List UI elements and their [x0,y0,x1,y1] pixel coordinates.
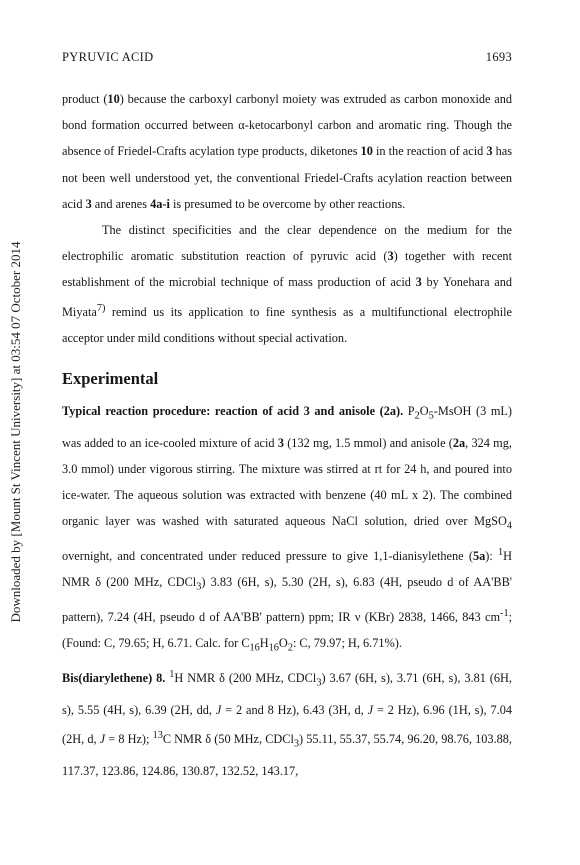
text-run: ; (Found: C, 79.65; H, 6.71. Calc. for C [62,610,512,651]
bold-text: 2a [452,435,466,450]
superscript: -1 [500,608,509,619]
download-watermark [8,132,24,732]
subscript: 4 [506,520,512,532]
text-run: H [259,636,269,651]
text-run: P [403,404,415,419]
superscript: 13 [152,729,163,741]
text-run: is presumed to be overcome by other reactions. [169,196,406,211]
text-run: ): [485,549,498,564]
superscript: 1 [169,668,175,680]
subscript: 5 [428,410,434,422]
italic-text: J [367,702,374,717]
subscript: 2 [287,642,293,654]
section-heading-experimental: Experimental [62,369,159,389]
text-run: C NMR δ (50 MHz, CDCl [162,732,294,746]
text-run: , 324 mg, 3.0 mmol) under vigorous stirring. The mixture was stirred at rt for 24 h, and poured into ice-water. The aqueous solution was extracted with benzene (40 mL x 2). The combined organic layer was washed with saturated aqueous NaCl solution, dried over MgSO [62,435,512,529]
subscript: 3 [293,738,300,750]
bold-text: 3 [85,196,92,211]
text-run: and arenes [91,196,151,211]
text-run: (132 mg, 1.5 mmol) and anisole ( [283,435,453,450]
bold-text: 3 [277,435,284,450]
body-text [62,86,512,784]
subscript: 16 [268,642,279,654]
paragraph-specificities [62,217,512,351]
paragraph-typical-procedure [62,398,512,662]
bold-text: 3 [415,275,422,290]
text-run: = 8 Hz); [105,732,153,746]
text-run: ) because the carboxyl carbonyl moiety was extruded as carbon monoxide and bond formation occurred between α-ketocarbonyl carbon and aromatic ring. Though the absence of Friedel-Crafts acylation type products, diketones [62,92,513,159]
bold-text: Typical reaction procedure: reaction of acid 3 and anisole (2a). [62,404,404,419]
bold-text: 3 [486,144,493,159]
paragraph-bis-diarylethene [62,662,512,784]
text-run: O [419,404,429,419]
running-head-title: PYRUVIC ACID [62,50,154,64]
text-run: H NMR δ (200 MHz, CDCl [62,549,512,590]
subscript: 3 [316,677,322,689]
text-run: remind us its application to fine synthesis as a multifunctional electrophile acceptor under mild conditions without special activation. [62,304,512,345]
superscript: 7) [96,302,106,314]
text-run: ) 3.67 (6H, s), 3.71 (6H, s), 3.81 (6H, s), 5.55 (4H, s), 6.39 (2H, dd, [62,671,513,717]
text-run: : C, 79.97; H, 6.71%). [292,636,402,651]
subscript: 3 [196,581,202,593]
text-run: = 2 and 8 Hz), 6.43 (3H, d, [221,702,368,717]
text-run: The distinct specificities and the clear dependence on the medium for the electrophilic aromatic substitution reaction of pyruvic acid ( [62,223,512,264]
bold-text: Bis(diarylethene) 8. [62,671,166,686]
text-run: ) 55.11, 55.37, 55.74, 96.20, 98.76, 103.88, 117.37, 123.86, 124.86, 130.87, 132.52, 143.17, [62,732,513,778]
superscript: 1 [497,547,504,559]
text-run: H NMR δ (200 MHz, CDCl [174,671,317,686]
text-run: overnight, and concentrated under reduced pressure to give 1,1-dianisylethene ( [62,549,473,564]
bold-text: 3 [387,249,394,264]
text-run: ) 3.83 (6H, s), 5.30 (2H, s), 6.83 (4H, pseudo d of AA'BB' pattern), 7.24 (4H, pseudo d of AA'BB' pattern) ppm; IR ν (KBr) 2838, 1466, 843 cm [62,575,512,625]
text-run: -MsOH (3 mL) was added to an ice-cooled mixture of acid [62,404,512,450]
watermark-text: Downloaded by [Mount St Vincent University] at 03:54 07 October 2014 [8,241,23,623]
italic-text: J [99,732,106,746]
bold-text: 10 [360,144,373,159]
text-run: ) together with recent establishment of the microbial technique of mass production of acid [62,249,512,290]
text-run: = 2 Hz), 6.96 (1H, s), 7.04 (2H, d, [62,702,512,746]
italic-text: J [215,702,222,717]
text-run: has not been well understood yet, the conventional Friedel-Crafts acylation reaction between acid [62,144,513,211]
subscript: 16 [249,642,260,654]
subscript: 2 [414,410,420,422]
page-number: 1693 [485,50,512,64]
text-run: O [278,636,288,651]
bold-text: 5a [472,549,486,564]
bold-text: 4a-i [150,196,170,211]
text-run: product ( [62,92,108,106]
text-run: by Yonehara and Miyata [62,275,512,319]
bold-text: 10 [107,92,120,106]
paragraph-product-discussion [62,86,512,217]
text-run: in the reaction of acid [372,144,487,159]
